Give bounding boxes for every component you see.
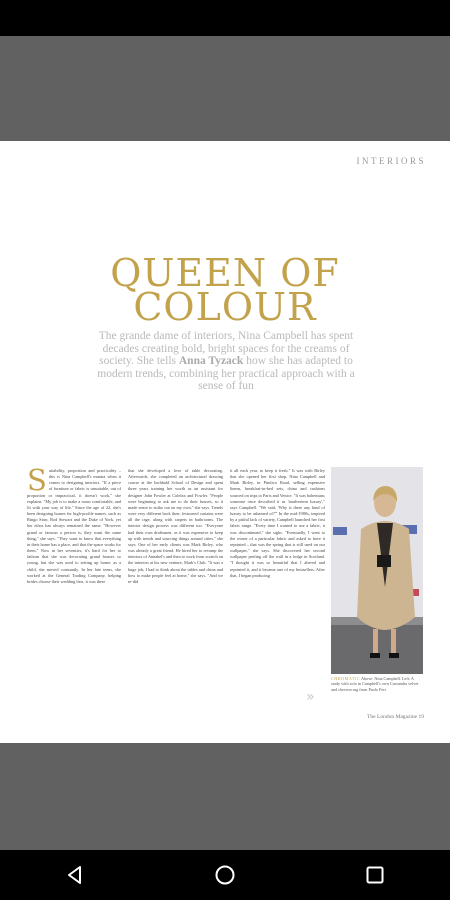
back-button[interactable] bbox=[55, 855, 95, 895]
author-name: Anna Tyzack bbox=[178, 355, 244, 367]
standfirst-text-end: how she has adapted to modern trends, combining her practical approach with a sense of fun bbox=[97, 355, 355, 392]
column-3-text: it all each year, to keep it fresh." It was with Birley that she opened her first shop, Nina Campbell and Mark Birley, in Pimlico Road, selling expensive linens, breakfast-in-bed sets, china and cushions sourced on trips to Paris and Venice. "It was bohemian; someone once described it as 'inadvertent luxury'," says Campbell. "We said, 'Why is there any kind of luxury to be ashamed of?'" In the mid-1980s, inspired by a pitiful lack of variety, Campbell launched her first fabric range. "Every time I wanted to use a fabric, it was discontinued," she sighs. "Eventually, I went to the owner of a particular fabric and asked to have it reprinted – that was the spring that is still used on our wallpaper," she says. She discovered her second wallpaper peeling off the wall in a lodge in Scotland. "I thought it was so beautiful that I altered and reprinted it, and it became one of my bestsellers. After that, I began producing bbox=[230, 468, 325, 578]
recents-button[interactable] bbox=[355, 855, 395, 895]
viewer-background-top[interactable] bbox=[0, 36, 450, 141]
status-bar bbox=[0, 0, 450, 36]
continue-arrows-icon: » bbox=[306, 689, 315, 705]
column-1-text: uitability, proportion and practicality – this is Nina Campbell's mantra when it comes to designing interiors. "If a piece of furniture or fabric is unsuitable, out of proportion or impractical, it doesn't work," she explains. "My job is to make a room comfortable, and fit with your way of life." Since the age of 22, she's been designing homes for high-profile names, such as Ringo Starr, Rod Stewart and the Duke of York, yet her ethos has always remained the same. "However grand or famous a person is, they want the same thing," she says. "They want to know that everything in their home has a place, and that the space works for them." Now in her seventies, it's hard for her to fathom that she was decorating grand houses so young, but she was used to setting up home; as a child, she moved constantly. In her late teens, she worked at the General Trading Company, helping brides choose their wedding lists, it was there bbox=[27, 468, 121, 584]
standfirst-text: The grande dame of interiors, Nina Campbell has spent decades creating bold, bright spaces for the creams of society. She tells bbox=[98, 330, 354, 367]
article-column-1 bbox=[27, 468, 121, 698]
magazine-page[interactable] bbox=[0, 141, 450, 743]
home-circle-icon bbox=[214, 864, 236, 886]
viewer-background-bottom[interactable] bbox=[0, 743, 450, 850]
section-label: INTERIORS bbox=[356, 156, 426, 166]
page-footer: The London Magazine 19 bbox=[367, 714, 424, 720]
article-column-3 bbox=[230, 468, 325, 698]
photo-caption bbox=[331, 676, 423, 692]
article-column-2 bbox=[128, 468, 223, 698]
back-triangle-icon bbox=[64, 864, 86, 886]
column-2-text: that she developed a love of table decorating. Afterwards, she completed an architectural drawing course at the Inchbald School of Design and spent three years training her worth as an assistant for designer John Fowler at Colefax and Fowler. "People were beginning to ask me to do their houses, so it made sense to strike out on my own," she says. Trends were very different back then; festooned curtains were all the rage, along with carpets in bathrooms. The interior design process was different too. "Everyone had their own draftsmen, as it was expensive to keep up with trends and sourcing things around cities," she says. One of her early clients was Mark Birley, who was already a great friend. He hired her to revamp the interiors of Annabel's and then to work from scratch on the interiors at his new venture, Mark's Club. "It was a huge job; I had to think about the tables and china and how to make people feel at home," she says. "And we re-did bbox=[128, 468, 223, 584]
home-button[interactable] bbox=[205, 855, 245, 895]
caption-text: Above: Nina Campbell. Left: A study with sofa in Campbell's own Cassandra velvet and chevron rug from Paolo Ferr bbox=[331, 676, 419, 692]
drop-cap: S bbox=[27, 468, 47, 497]
portrait-photo bbox=[331, 467, 423, 674]
recents-square-icon bbox=[364, 864, 386, 886]
standfirst bbox=[96, 330, 356, 393]
caption-heading: CHROMATIC bbox=[331, 676, 361, 681]
headline-line-1: QUEEN OF bbox=[110, 251, 340, 295]
headline-line-2: COLOUR bbox=[133, 285, 317, 329]
navigation-bar bbox=[0, 850, 450, 900]
